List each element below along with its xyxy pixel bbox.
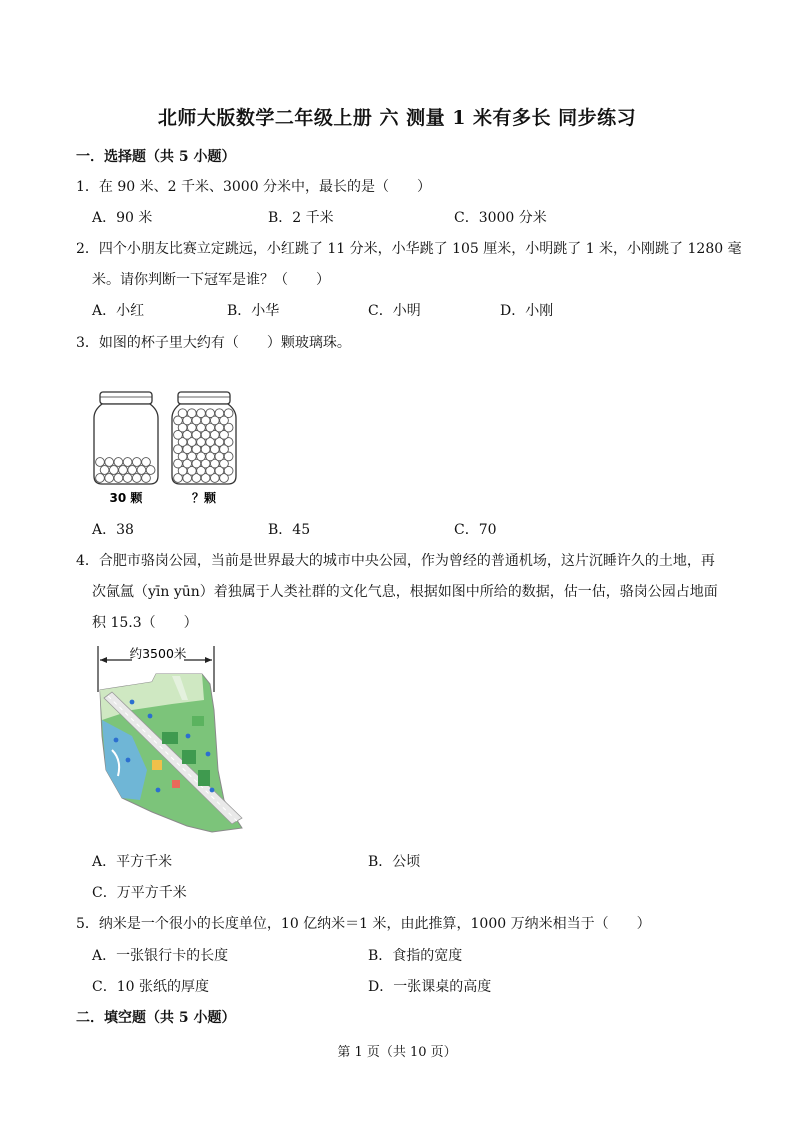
- question-2-option-d: D．小刚: [500, 303, 554, 319]
- marble: [146, 466, 155, 475]
- section-heading-fill-blank: 二．填空题（共 5 小题）: [76, 1010, 236, 1026]
- marble: [187, 409, 196, 418]
- question-4-option-b: B．公顷: [368, 854, 421, 870]
- question-5-stem: 5．纳米是一个很小的长度单位，10 亿纳米＝1 米，由此推算，1000 万纳米相当于（ ）: [76, 916, 651, 932]
- jar-figure: [86, 388, 246, 510]
- question-3-stem: 3．如图的杯子里大约有（ ）颗玻璃珠。: [76, 335, 351, 351]
- marble: [142, 474, 151, 483]
- question-5-option-d: D．一张课桌的高度: [368, 979, 492, 995]
- marble: [132, 474, 141, 483]
- question-3-option-b: B．45: [268, 522, 311, 538]
- marble: [206, 409, 215, 418]
- marble: [105, 458, 114, 467]
- question-5-option-a: A．一张银行卡的长度: [92, 948, 229, 964]
- marble: [215, 409, 224, 418]
- marble: [114, 474, 123, 483]
- question-4-stem-line-3: 积 15.3（ ）: [92, 615, 198, 631]
- jar-left: [94, 392, 158, 484]
- jar-right: [172, 392, 236, 484]
- marble: [132, 458, 141, 467]
- question-4-stem-line-1: 4．合肥市骆岗公园，当前是世界最大的城市中央公园，作为曾经的普通机场，这片沉睡许久的土地，再: [76, 553, 715, 569]
- marble: [123, 474, 132, 483]
- park-map: [100, 674, 242, 832]
- marbles-left: [96, 458, 155, 483]
- marble: [100, 466, 109, 475]
- section-heading-choice: 一．选择题（共 5 小题）: [76, 149, 236, 165]
- question-1-option-c: C．3000 分米: [454, 210, 547, 226]
- marble: [105, 474, 114, 483]
- question-1-stem: 1．在 90 米、2 千米、3000 分米中，最长的是（ ）: [76, 179, 432, 195]
- question-2-option-c: C．小明: [368, 303, 421, 319]
- marble: [224, 409, 233, 418]
- marble: [119, 466, 128, 475]
- question-1-option-b: B．2 千米: [268, 210, 334, 226]
- jar-right-label: ？颗: [191, 491, 217, 505]
- question-5-option-b: B．食指的宽度: [368, 948, 463, 964]
- page-title: 北师大版数学二年级上册 六 测量 1 米有多长 同步练习: [157, 107, 637, 129]
- question-3-option-a: A．38: [92, 522, 134, 538]
- marble: [142, 458, 151, 467]
- question-3-option-c: C．70: [454, 522, 497, 538]
- question-4-stem-line-2: 次氤氲（yīn yūn）着独属于人类社群的文化气息，根据如图中所给的数据，估一估，骆岗公园占地面: [92, 584, 718, 600]
- question-2-stem-line-1: 2．四个小朋友比赛立定跳远，小红跳了 11 分米，小华跳了 105 厘米，小明跳了 1 米，小刚跳了 1280 毫: [76, 241, 742, 257]
- marble: [128, 466, 137, 475]
- marble: [96, 458, 105, 467]
- marbles-right: [174, 409, 233, 483]
- question-2-option-b: B．小华: [227, 303, 280, 319]
- question-1-option-a: A．90 米: [92, 210, 153, 226]
- question-4-option-c: C．万平方千米: [92, 885, 187, 901]
- marble: [197, 409, 206, 418]
- marble: [96, 474, 105, 483]
- marble: [114, 458, 123, 467]
- map-dimension-label: 约3500米: [129, 646, 187, 661]
- question-2-stem-line-2: 米。请你判断一下冠军是谁？（ ）: [92, 272, 330, 288]
- marble: [109, 466, 118, 475]
- jar-left-label: 30 颗: [109, 491, 143, 505]
- question-4-option-a: A．平方千米: [92, 854, 173, 870]
- page-footer: 第 1 页（共 10 页）: [337, 1045, 457, 1060]
- question-2-option-a: A．小红: [92, 303, 145, 319]
- marble: [123, 458, 132, 467]
- marble: [137, 466, 146, 475]
- park-map-figure: [92, 640, 250, 836]
- question-5-option-c: C．10 张纸的厚度: [92, 979, 209, 995]
- marble: [178, 409, 187, 418]
